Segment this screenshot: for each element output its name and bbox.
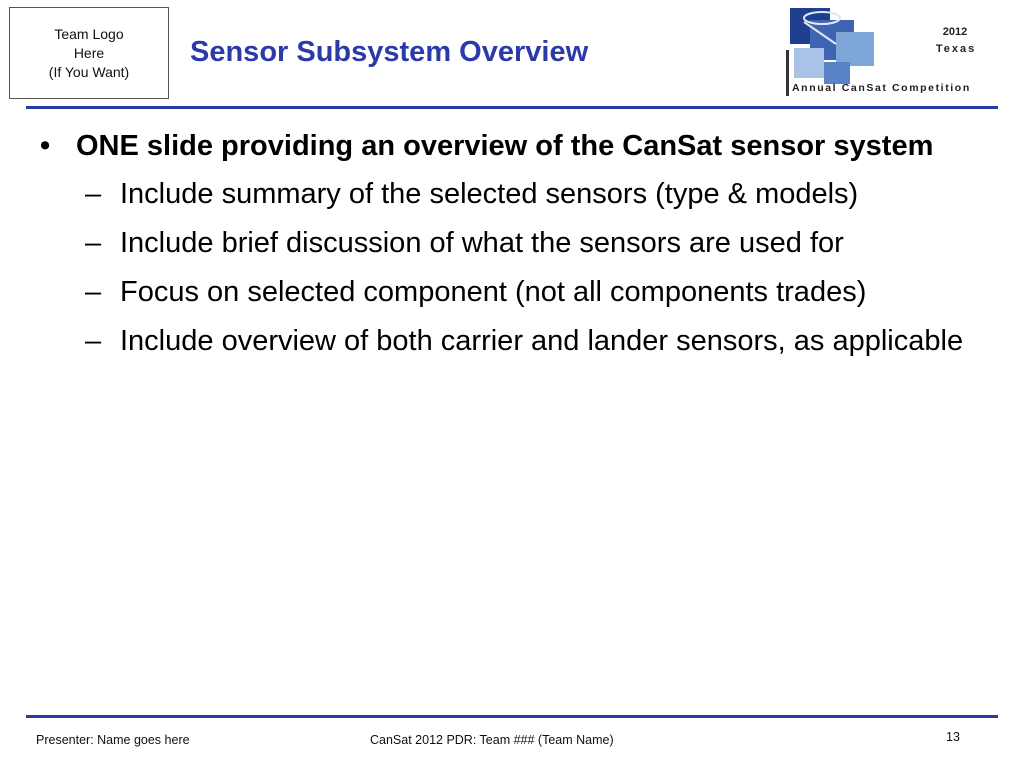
slide-content [40, 128, 980, 371]
bullet-marker: • [40, 130, 51, 162]
sub-bullet-marker: – [85, 178, 102, 210]
team-logo-line-1: Team Logo [54, 25, 124, 42]
header-divider [26, 106, 998, 109]
footer-presenter: Presenter: Name goes here [36, 733, 190, 747]
team-logo-line-2: Here [73, 44, 105, 61]
sub-bullet-text: Include brief discussion of what the sensors are used for [120, 227, 844, 259]
sub-bullet-marker: – [85, 227, 102, 259]
sub-bullet-marker: – [85, 276, 102, 308]
page-number: 13 [946, 730, 960, 744]
sub-bullet-4 [40, 322, 980, 361]
sub-bullet-text: Include summary of the selected sensors (type & models) [120, 178, 859, 210]
logo-year: 2012 [942, 26, 968, 38]
team-logo-line-3: (If You Want) [48, 63, 130, 80]
sub-bullet-text: Include overview of both carrier and lander sensors, as applicable [120, 325, 964, 357]
cansat-competition-logo [780, 4, 1000, 102]
logo-competition-name: Annual CanSat Competition [792, 82, 971, 94]
footer-center-text: CanSat 2012 PDR: Team ### (Team Name) [370, 733, 614, 747]
sub-bullet-marker: – [85, 325, 102, 357]
logo-state: Texas [935, 43, 977, 55]
sub-bullet-2 [40, 224, 980, 263]
sub-bullet-text: Focus on selected component (not all components trades) [120, 276, 867, 308]
main-bullet-text: ONE slide providing an overview of the CanSat sensor system [76, 130, 934, 162]
main-bullet [40, 128, 980, 165]
team-logo-placeholder [9, 7, 169, 99]
slide-title: Sensor Subsystem Overview [190, 36, 589, 68]
sub-bullet-list [40, 175, 980, 361]
footer-divider [26, 715, 998, 718]
sub-bullet-1 [40, 175, 980, 214]
sub-bullet-3 [40, 273, 980, 312]
